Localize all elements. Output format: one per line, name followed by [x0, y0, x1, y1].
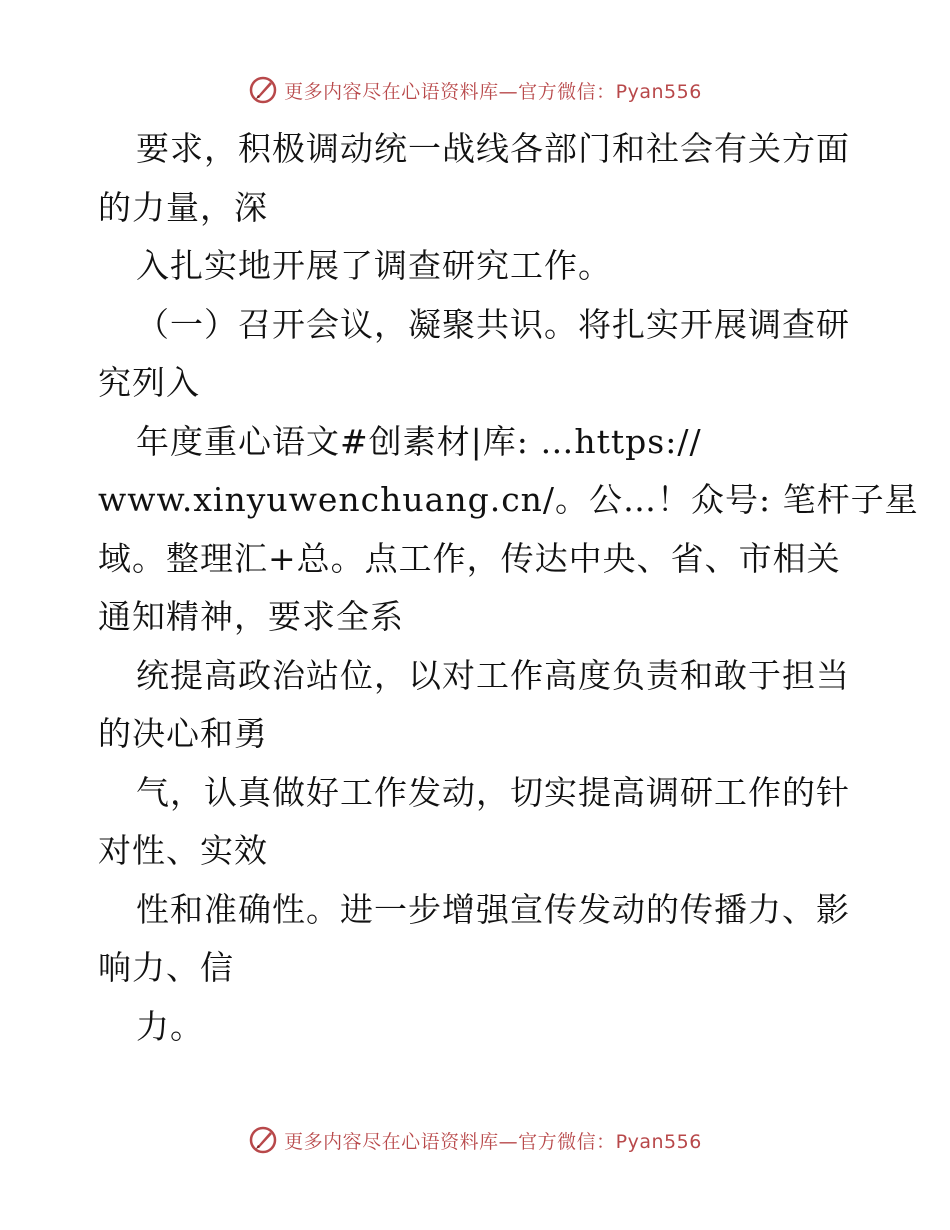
paragraph-line: www.xinyuwenchuang.cn/。公…！众号: 笔杆子星 — [98, 480, 919, 519]
paragraph-line: 的决心和勇 — [98, 714, 268, 753]
section-heading-line: （一）召开会议，凝聚共识。将扎实开展调查研 — [136, 304, 850, 344]
paragraph-line: 对性、实效 — [98, 831, 268, 870]
paragraph-line: 响力、信 — [98, 948, 234, 987]
paragraph-line: 入扎实地开展了调查研究工作。 — [136, 246, 612, 285]
paragraph-line: 究列入 — [98, 363, 200, 402]
paragraph-line: 域。整理汇+总。点工作，传达中央、省、市相关 — [98, 538, 841, 578]
document-body — [98, 120, 919, 1056]
header-banner-text: 更多内容尽在心语资料库—官方微信：Pyan556 — [284, 80, 702, 103]
paragraph-line: 年度重心语文#创素材|库: …https:// — [136, 421, 702, 461]
paragraph-line: 力。 — [136, 1006, 204, 1046]
footer-banner-text: 更多内容尽在心语资料库—官方微信：Pyan556 — [284, 1130, 702, 1153]
paragraph-line: 统提高政治站位，以对工作高度负责和敢于担当 — [136, 655, 850, 695]
footer-banner — [0, 1120, 950, 1160]
header-banner — [0, 70, 950, 110]
paragraph-line: 要求，积极调动统一战线各部门和社会有关方面 — [136, 129, 850, 168]
quill-pen-logo-icon — [248, 1125, 278, 1155]
quill-pen-logo-icon — [248, 75, 278, 105]
paragraph-line: 气，认真做好工作发动，切实提高调研工作的针 — [136, 772, 850, 812]
paragraph-line: 通知精神，要求全系 — [98, 597, 404, 636]
paragraph-line: 的力量，深 — [98, 187, 268, 227]
paragraph-line: 性和准确性。进一步增强宣传发动的传播力、影 — [136, 889, 850, 929]
